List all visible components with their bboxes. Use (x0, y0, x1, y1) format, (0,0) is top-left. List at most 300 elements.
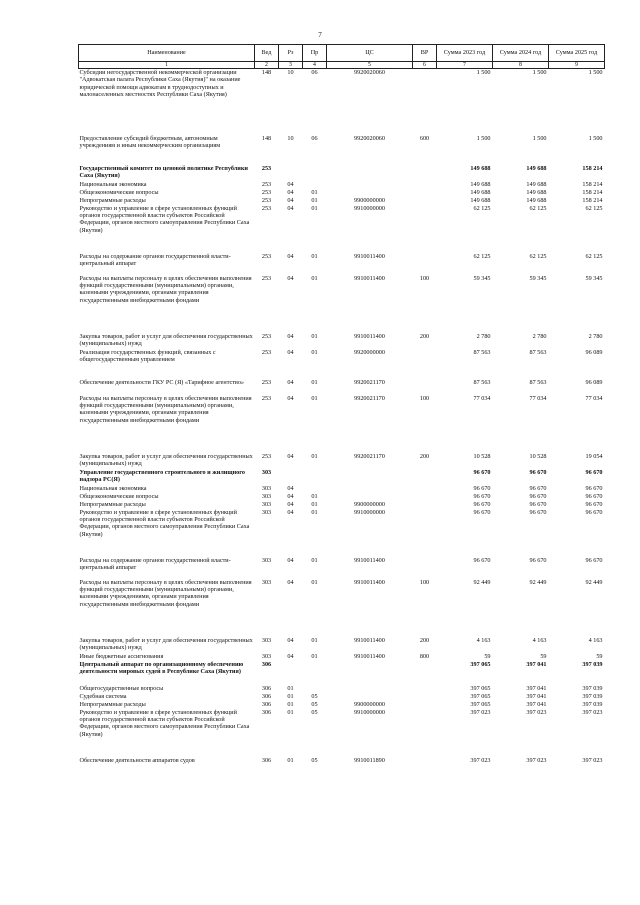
row-cs: 9900000000 (354, 500, 385, 508)
row-cs (327, 165, 413, 181)
row-sum-2025: 96 670 (585, 500, 603, 508)
row-sum-2024: 92 449 (529, 578, 547, 586)
row-sum-2024: 397 041 (526, 692, 547, 700)
row-name: Непрограммные расходы (79, 700, 146, 708)
row-ved: 253 (261, 394, 272, 402)
row-cs (327, 493, 413, 501)
row-vr (413, 701, 437, 709)
row-cs: 9920021170 (354, 452, 385, 460)
row-sum-2024: 96 670 (529, 556, 547, 564)
row-sum-2024: 149 688 (526, 180, 547, 188)
row-rz (279, 165, 303, 181)
row-name: Обеспечение деятельности ГКУ РС (Я) «Тарифное агентство» (79, 378, 245, 386)
row-sum-2025: 1 500 (588, 69, 603, 76)
row-rz: 01 (287, 684, 294, 692)
row-ved: 303 (261, 468, 272, 476)
row-vr: 200 (419, 452, 430, 460)
header-number: 3 (279, 62, 303, 69)
row-sum-2025: 96 670 (585, 508, 603, 516)
row-vr (413, 485, 437, 493)
row-name: Непрограммные расходы (79, 196, 146, 204)
row-rz: 01 (287, 692, 294, 700)
header-number: 5 (327, 62, 413, 69)
row-ved: 253 (261, 378, 272, 386)
row-vr (413, 693, 437, 701)
row-sum-2025: 19 054 (585, 452, 603, 460)
row-sum-2023: 1 500 (476, 69, 491, 76)
row-vr (413, 509, 437, 557)
row-ved: 303 (261, 636, 272, 644)
row-sum-2025: 397 023 (582, 708, 603, 716)
header-sum-2023: Сумма 2023 год (437, 45, 493, 62)
row-sum-2023: 87 563 (473, 378, 491, 386)
row-sum-2025: 59 345 (585, 274, 603, 282)
row-sum-2025: 397 023 (582, 756, 603, 764)
row-name: Расходы на содержание органов государственной власти- центральный аппарат (79, 556, 231, 571)
row-sum-2024: 96 670 (529, 484, 547, 492)
row-rz: 04 (287, 394, 294, 402)
row-sum-2023: 149 688 (470, 188, 491, 196)
row-rz: 01 (287, 700, 294, 708)
row-ved: 303 (261, 652, 272, 660)
table-row (79, 653, 605, 661)
row-pr: 01 (311, 636, 318, 644)
row-sum-2025: 96 670 (585, 468, 603, 476)
row-vr (413, 757, 437, 767)
row-sum-2025: 397 039 (582, 660, 603, 668)
row-pr: 01 (311, 508, 318, 516)
row-pr (303, 469, 327, 485)
row-cs: 9910011400 (354, 652, 385, 660)
row-vr (413, 493, 437, 501)
row-name: Центральный аппарат по организационному обеспечению деятельности мировых судей в Республике Саха (Якутия) (79, 660, 244, 675)
row-name: Общеэкономические вопросы (79, 492, 159, 500)
row-ved: 253 (261, 188, 272, 196)
row-name: Национальная экономика (79, 180, 147, 188)
row-sum-2025: 96 089 (585, 348, 603, 356)
row-ved: 306 (261, 684, 272, 692)
row-rz: 01 (287, 708, 294, 716)
table-row (79, 757, 605, 767)
row-sum-2023: 96 670 (473, 492, 491, 500)
table-row (79, 349, 605, 379)
row-cs (327, 189, 413, 197)
row-sum-2024: 397 041 (526, 684, 547, 692)
row-sum-2024: 96 670 (529, 468, 547, 476)
row-rz: 04 (287, 252, 294, 260)
row-sum-2024: 59 (540, 652, 547, 660)
row-ved: 148 (261, 69, 272, 76)
row-vr (413, 205, 437, 253)
row-sum-2024: 1 500 (532, 69, 547, 76)
row-vr (413, 165, 437, 181)
row-ved: 306 (261, 692, 272, 700)
page-number: 7 (318, 31, 322, 39)
row-sum-2025: 158 214 (582, 196, 603, 204)
row-sum-2025: 96 670 (585, 556, 603, 564)
row-sum-2024: 397 023 (526, 708, 547, 716)
row-pr: 01 (311, 348, 318, 356)
row-ved: 303 (261, 492, 272, 500)
row-vr (413, 685, 437, 693)
row-vr (413, 501, 437, 509)
table-row (79, 275, 605, 333)
row-cs: 9910011400 (354, 332, 385, 340)
row-vr: 100 (419, 394, 430, 402)
row-cs (327, 693, 413, 701)
row-name: Расходы на выплаты персоналу в целях обеспечения выполнения функций государственными (муниципальными) органами, казенными учреждениями, органами управления государственными внебюджетными фондами (79, 274, 252, 304)
row-vr (413, 181, 437, 189)
row-pr: 01 (311, 204, 318, 212)
row-pr (303, 165, 327, 181)
table-row (79, 701, 605, 709)
row-name: Расходы на выплаты персоналу в целях обеспечения выполнения функций государственными (муниципальными) органами, казенными учреждениями, органами управления государственными внебюджетными фондами (79, 394, 252, 424)
row-vr (413, 349, 437, 379)
row-ved: 253 (261, 204, 272, 212)
row-ved: 306 (261, 700, 272, 708)
row-cs (327, 661, 413, 685)
row-cs: 9920021170 (354, 378, 385, 386)
row-sum-2023: 397 065 (470, 692, 491, 700)
row-name: Судебная система (79, 692, 127, 700)
row-rz: 04 (287, 274, 294, 282)
row-name: Непрограммные расходы (79, 500, 146, 508)
table-row (79, 205, 605, 253)
header-ved: Вед (255, 45, 279, 62)
row-sum-2023: 92 449 (473, 578, 491, 586)
row-pr: 06 (311, 134, 318, 142)
row-sum-2024: 96 670 (529, 500, 547, 508)
row-rz: 04 (287, 556, 294, 564)
row-cs: 9920020060 (354, 134, 385, 142)
row-sum-2023: 62 125 (473, 252, 491, 260)
table-row (79, 189, 605, 197)
row-sum-2025: 59 (596, 652, 603, 660)
row-sum-2023: 96 670 (473, 468, 491, 476)
row-rz: 04 (287, 578, 294, 586)
row-pr (303, 661, 327, 685)
row-rz: 04 (287, 204, 294, 212)
row-name: Иные бюджетные ассигнования (79, 652, 164, 660)
row-rz: 04 (287, 332, 294, 340)
header-number: 8 (493, 62, 549, 69)
table-row (79, 557, 605, 579)
header-pr: Пр (303, 45, 327, 62)
row-sum-2025: 96 670 (585, 484, 603, 492)
row-pr: 01 (311, 556, 318, 564)
header-rz: Рз (279, 45, 303, 62)
row-sum-2023: 2 780 (476, 332, 491, 340)
row-ved: 303 (261, 500, 272, 508)
row-sum-2023: 149 688 (470, 196, 491, 204)
row-sum-2025: 158 214 (582, 188, 603, 196)
row-sum-2023: 1 500 (476, 134, 491, 142)
row-name: Руководство и управление в сфере установленных функций органов государственной власти субъектов Российской Федерации, органов местного самоуправления Республики Саха (Якутия) (79, 508, 250, 538)
row-sum-2023: 96 670 (473, 556, 491, 564)
row-sum-2023: 397 065 (470, 684, 491, 692)
row-pr (303, 485, 327, 493)
row-name: Руководство и управление в сфере установленных функций органов государственной власти субъектов Российской Федерации, органов местного самоуправления Республики Саха (Якутия) (79, 708, 250, 738)
row-name: Закупка товаров, работ и услуг для обеспечения государственных (муниципальных) нужд (79, 452, 253, 467)
row-sum-2024: 77 034 (529, 394, 547, 402)
row-sum-2023: 149 688 (470, 180, 491, 188)
header-vr: ВР (413, 45, 437, 62)
header-sum-2024: Сумма 2024 год (493, 45, 549, 62)
header-number: 9 (549, 62, 605, 69)
row-ved: 253 (261, 164, 272, 172)
row-rz: 10 (287, 134, 294, 142)
row-vr (413, 469, 437, 485)
row-sum-2024: 397 041 (526, 700, 547, 708)
row-rz (279, 661, 303, 685)
row-cs: 9910011400 (354, 252, 385, 260)
row-sum-2024: 62 125 (529, 204, 547, 212)
row-name: Общегосударственные вопросы (79, 684, 164, 692)
table-row (79, 685, 605, 693)
row-sum-2024: 87 563 (529, 378, 547, 386)
row-rz: 04 (287, 484, 294, 492)
row-sum-2025: 397 039 (582, 700, 603, 708)
row-name: Управление государственного строительного и жилищного надзора РС(Я) (79, 468, 245, 483)
row-cs: 9920000000 (354, 348, 385, 356)
row-cs: 9910000000 (354, 204, 385, 212)
row-cs: 9910011400 (354, 578, 385, 586)
row-cs (327, 181, 413, 189)
row-sum-2025: 92 449 (585, 578, 603, 586)
row-ved: 303 (261, 508, 272, 516)
row-pr: 01 (311, 652, 318, 660)
row-vr (413, 661, 437, 685)
row-ved: 253 (261, 180, 272, 188)
row-rz: 04 (287, 636, 294, 644)
row-cs: 9920021170 (354, 394, 385, 402)
row-cs: 9910011400 (354, 556, 385, 564)
header-number: 2 (255, 62, 279, 69)
table-row (79, 661, 605, 685)
header-name: Наименование (79, 45, 255, 62)
table-body (79, 69, 605, 767)
row-pr: 01 (311, 500, 318, 508)
row-name: Субсидии негосударственной некоммерческой организации "Адвокатская палата Республики Саха (Якутия)" на оказание юридической помощи адвокатам в труднодоступных и малонаселенных местностях Республики Саха (Якутия) (79, 69, 241, 99)
row-sum-2023: 59 345 (473, 274, 491, 282)
row-vr (413, 557, 437, 579)
row-sum-2025: 397 039 (582, 684, 603, 692)
row-sum-2024: 149 688 (526, 164, 547, 172)
row-sum-2023: 397 023 (470, 756, 491, 764)
row-ved: 306 (261, 660, 272, 668)
table-header (79, 45, 605, 69)
row-vr (413, 709, 437, 757)
row-cs: 9910000000 (354, 708, 385, 716)
row-cs: 9910011890 (354, 756, 385, 764)
row-sum-2025: 96 089 (585, 378, 603, 386)
row-sum-2024: 397 023 (526, 756, 547, 764)
row-rz: 04 (287, 500, 294, 508)
row-cs (327, 485, 413, 493)
row-pr: 01 (311, 452, 318, 460)
row-cs: 9910011400 (354, 274, 385, 282)
row-sum-2025: 397 039 (582, 692, 603, 700)
row-pr: 05 (311, 700, 318, 708)
row-vr: 100 (419, 274, 430, 282)
row-rz: 04 (287, 452, 294, 460)
row-pr: 05 (311, 708, 318, 716)
row-sum-2025: 2 780 (588, 332, 603, 340)
row-sum-2023: 397 065 (470, 660, 491, 668)
row-name: Закупка товаров, работ и услуг для обеспечения государственных (муниципальных) нужд (79, 636, 253, 651)
row-name: Государственный комитет по ценовой политике Республики Саха (Якутия) (79, 164, 248, 179)
row-ved: 253 (261, 274, 272, 282)
row-ved: 303 (261, 556, 272, 564)
row-cs: 9900000000 (354, 700, 385, 708)
row-sum-2025: 1 500 (588, 134, 603, 142)
row-sum-2023: 87 563 (473, 348, 491, 356)
table-row (79, 637, 605, 653)
table-row (79, 379, 605, 395)
row-sum-2023: 10 528 (473, 452, 491, 460)
row-pr (303, 181, 327, 189)
row-ved: 303 (261, 484, 272, 492)
table-row (79, 135, 605, 165)
row-sum-2023: 77 034 (473, 394, 491, 402)
row-name: Закупка товаров, работ и услуг для обеспечения государственных (муниципальных) нужд (79, 332, 253, 347)
header-number: 7 (437, 62, 493, 69)
table-row (79, 509, 605, 557)
row-sum-2024: 4 163 (532, 636, 547, 644)
row-rz: 04 (287, 180, 294, 188)
row-ved: 253 (261, 252, 272, 260)
header-cs: ЦС (327, 45, 413, 62)
row-sum-2025: 62 125 (585, 252, 603, 260)
row-ved: 253 (261, 196, 272, 204)
row-cs (327, 469, 413, 485)
row-sum-2023: 4 163 (476, 636, 491, 644)
row-pr: 01 (311, 188, 318, 196)
row-ved: 253 (261, 452, 272, 460)
row-sum-2025: 158 214 (582, 180, 603, 188)
row-vr: 200 (419, 636, 430, 644)
table-row (79, 693, 605, 701)
table-row (79, 469, 605, 485)
row-sum-2024: 96 670 (529, 508, 547, 516)
row-vr (413, 197, 437, 205)
row-rz: 04 (287, 652, 294, 660)
row-cs: 9910011400 (354, 636, 385, 644)
row-ved: 148 (261, 134, 272, 142)
row-name: Расходы на выплаты персоналу в целях обеспечения выполнения функций государственными (муниципальными) органами, казенными учреждениями, органами управления государственными внебюджетными фондами (79, 578, 252, 608)
row-cs (327, 685, 413, 693)
row-sum-2023: 397 023 (470, 708, 491, 716)
row-name: Руководство и управление в сфере установленных функций органов государственной власти субъектов Российской Федерации, органов местного самоуправления Республики Саха (Якутия) (79, 204, 250, 234)
row-sum-2023: 96 670 (473, 484, 491, 492)
row-vr: 200 (419, 332, 430, 340)
table-row (79, 709, 605, 757)
table-row (79, 579, 605, 637)
row-ved: 306 (261, 708, 272, 716)
row-sum-2024: 10 528 (529, 452, 547, 460)
table-row (79, 253, 605, 275)
table-row (79, 453, 605, 469)
table-row (79, 501, 605, 509)
table-row (79, 333, 605, 349)
budget-table (78, 44, 605, 767)
header-number: 6 (413, 62, 437, 69)
row-vr (413, 379, 437, 395)
row-vr: 600 (419, 134, 430, 142)
row-rz: 04 (287, 508, 294, 516)
row-rz: 04 (287, 492, 294, 500)
row-sum-2025: 4 163 (588, 636, 603, 644)
row-sum-2023: 96 670 (473, 500, 491, 508)
row-sum-2023: 59 (484, 652, 491, 660)
row-rz: 04 (287, 378, 294, 386)
row-sum-2024: 149 688 (526, 188, 547, 196)
row-cs: 9920020060 (354, 69, 385, 76)
row-name: Национальная экономика (79, 484, 147, 492)
row-pr: 01 (311, 378, 318, 386)
table-row (79, 69, 605, 135)
row-sum-2024: 2 780 (532, 332, 547, 340)
row-pr (303, 685, 327, 693)
row-pr: 01 (311, 492, 318, 500)
table-row (79, 395, 605, 453)
row-sum-2024: 149 688 (526, 196, 547, 204)
row-pr: 01 (311, 196, 318, 204)
row-sum-2024: 1 500 (532, 134, 547, 142)
row-sum-2024: 397 041 (526, 660, 547, 668)
row-pr: 01 (311, 394, 318, 402)
row-ved: 306 (261, 756, 272, 764)
row-sum-2023: 397 065 (470, 700, 491, 708)
row-name: Реализация государственных функций, связанных с общегосударственным управлением (79, 348, 216, 363)
row-ved: 253 (261, 348, 272, 356)
table-row (79, 181, 605, 189)
row-vr: 800 (419, 652, 430, 660)
table-row (79, 485, 605, 493)
row-vr (413, 189, 437, 197)
row-cs: 9910000000 (354, 508, 385, 516)
row-sum-2024: 62 125 (529, 252, 547, 260)
row-rz: 04 (287, 348, 294, 356)
row-pr: 01 (311, 274, 318, 282)
row-name: Обеспечение деятельности аппаратов судов (79, 756, 195, 764)
row-sum-2025: 96 670 (585, 492, 603, 500)
row-pr: 05 (311, 692, 318, 700)
row-rz (279, 469, 303, 485)
row-name: Общеэкономические вопросы (79, 188, 159, 196)
table-row (79, 165, 605, 181)
row-vr (413, 69, 437, 135)
row-rz: 04 (287, 196, 294, 204)
row-pr: 06 (311, 69, 318, 76)
row-pr: 05 (311, 756, 318, 764)
row-pr: 01 (311, 578, 318, 586)
header-sum-2025: Сумма 2025 год (549, 45, 605, 62)
row-sum-2024: 87 563 (529, 348, 547, 356)
row-ved: 253 (261, 332, 272, 340)
row-sum-2024: 96 670 (529, 492, 547, 500)
row-sum-2023: 149 688 (470, 164, 491, 172)
row-sum-2025: 158 214 (582, 164, 603, 172)
row-name: Предоставление субсидий бюджетным, автономным учреждениям и иным некоммерческим организациям (79, 134, 221, 149)
row-name: Расходы на содержание органов государственной власти- центральный аппарат (79, 252, 231, 267)
row-pr: 01 (311, 252, 318, 260)
row-sum-2025: 77 034 (585, 394, 603, 402)
row-sum-2025: 62 125 (585, 204, 603, 212)
row-cs: 9900000000 (354, 196, 385, 204)
row-vr (413, 253, 437, 275)
row-pr: 01 (311, 332, 318, 340)
